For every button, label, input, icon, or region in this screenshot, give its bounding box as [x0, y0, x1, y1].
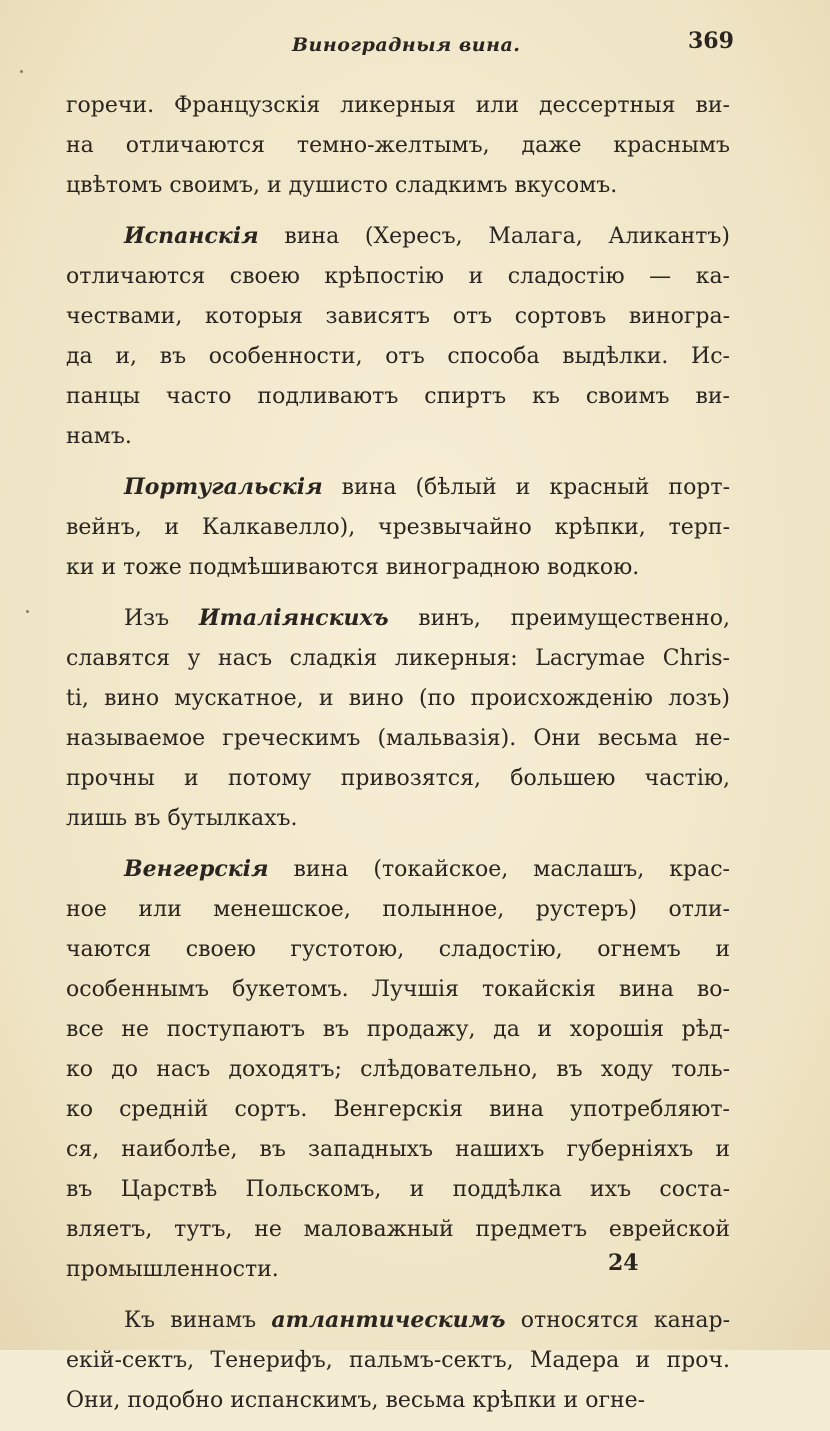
page-header	[0, 28, 830, 68]
text-run: отличаются своею крѣпостію и сладостію — ка-	[66, 264, 730, 289]
text-run: вина (Хересъ, Малага, Аликантъ)	[258, 224, 730, 249]
text-line	[66, 849, 730, 890]
text-run: ся, наиболѣе, въ западныхъ нашихъ губерніяхъ и	[66, 1137, 730, 1162]
text-run: Къ винамъ	[124, 1308, 272, 1333]
text-run: екій-сектъ, Тенерифъ, пальмъ-сектъ, Мадера и проч.	[66, 1348, 730, 1373]
paper-speck	[20, 70, 23, 73]
text-line	[66, 297, 730, 337]
text-line	[66, 1050, 730, 1090]
signature-mark: 24	[608, 1250, 639, 1276]
body-text	[66, 86, 730, 1431]
emphasized-term: Венгерскія	[124, 856, 269, 882]
text-line	[66, 1170, 730, 1210]
text-line	[66, 216, 730, 257]
text-run: Они, подобно испанскимъ, весьма крѣпки и огне-	[66, 1388, 646, 1413]
text-line	[66, 930, 730, 970]
text-line	[66, 166, 730, 206]
paragraph-p3	[66, 467, 730, 588]
text-line	[66, 890, 730, 930]
text-run: вляетъ, тутъ, не маловажный предметъ еврейской	[66, 1217, 730, 1242]
text-line	[66, 417, 730, 457]
text-run: чествами, которыя зависятъ отъ сортовъ виногра-	[66, 304, 730, 329]
paragraph-p2	[66, 216, 730, 457]
text-run: въ Царствѣ Польскомъ, и поддѣлка ихъ соста-	[66, 1177, 730, 1202]
paragraph-p6	[66, 1300, 730, 1421]
text-run: панцы часто подливаютъ спиртъ къ своимъ ви-	[66, 384, 730, 409]
text-line	[66, 1341, 730, 1381]
text-line	[66, 126, 730, 166]
paper-speck	[26, 610, 29, 613]
text-run: вина (бѣлый и красный порт-	[322, 475, 730, 500]
text-line	[66, 799, 730, 839]
text-line	[66, 970, 730, 1010]
text-line	[66, 337, 730, 377]
text-line	[66, 548, 730, 588]
text-line	[66, 639, 730, 679]
paragraph-p5	[66, 849, 730, 1290]
page-number: 369	[688, 28, 734, 54]
text-run: винъ, преимущественно,	[388, 606, 730, 631]
text-line	[66, 1381, 730, 1421]
text-line	[66, 719, 730, 759]
text-line	[66, 598, 730, 639]
paragraph-p1	[66, 86, 730, 206]
text-line	[66, 759, 730, 799]
text-run: ное или менешское, полынное, рустеръ) отли-	[66, 897, 730, 922]
text-run: славятся у насъ сладкія ликерныя: Lacrymae Chris-	[66, 646, 730, 671]
text-run: относятся канар-	[505, 1308, 730, 1333]
text-line	[66, 86, 730, 126]
text-run: ti, вино мускатное, и вино (по происхожденію лозъ)	[66, 686, 730, 711]
text-run: да и, въ особенности, отъ способа выдѣлки. Ис-	[66, 344, 730, 369]
text-run: называемое греческимъ (мальвазія). Они весьма не-	[66, 726, 730, 751]
text-line	[66, 1010, 730, 1050]
emphasized-term: Португальскія	[124, 474, 323, 500]
text-line	[66, 257, 730, 297]
text-run: на отличаются темно-желтымъ, даже краснымъ	[66, 133, 730, 158]
text-run: цвѣтомъ своимъ, и душисто сладкимъ вкусомъ.	[66, 173, 618, 198]
emphasized-term: Италіянскихъ	[198, 605, 389, 631]
text-run: прочны и потому привозятся, большею частію,	[66, 766, 730, 791]
text-line	[66, 1130, 730, 1170]
text-run: особеннымъ букетомъ. Лучшія токайскія вина во-	[66, 977, 730, 1002]
text-run: ки и тоже подмѣшиваются виноградною водкою.	[66, 555, 640, 580]
text-run: ко средній сортъ. Венгерскія вина употребляют-	[66, 1097, 730, 1122]
text-run: чаются своею густотою, сладостію, огнемъ и	[66, 937, 730, 962]
text-run: вейнъ, и Калкавелло), чрезвычайно крѣпки, терп-	[66, 515, 730, 540]
running-title: Виноградныя вина.	[292, 34, 521, 56]
text-run: намъ.	[66, 424, 132, 449]
text-line	[66, 1300, 730, 1341]
emphasized-term: атлантическимъ	[271, 1307, 506, 1333]
text-run: все не поступаютъ въ продажу, да и хорошія рѣд-	[66, 1017, 730, 1042]
text-line	[66, 1090, 730, 1130]
text-line	[66, 467, 730, 508]
text-run: ко до насъ доходятъ; слѣдовательно, въ ходу толь-	[66, 1057, 730, 1082]
text-line	[66, 508, 730, 548]
text-line	[66, 679, 730, 719]
text-line	[66, 1210, 730, 1250]
text-run: горечи. Французскія ликерныя или дессертныя ви-	[66, 93, 730, 118]
text-run: промышленности.	[66, 1257, 279, 1282]
text-run: лишь въ бутылкахъ.	[66, 806, 298, 831]
paragraph-p4	[66, 598, 730, 839]
text-run: вина (токайское, маслашъ, крас-	[268, 857, 730, 882]
emphasized-term: Испанскія	[124, 223, 259, 249]
text-run: Изъ	[124, 606, 199, 631]
text-line	[66, 377, 730, 417]
